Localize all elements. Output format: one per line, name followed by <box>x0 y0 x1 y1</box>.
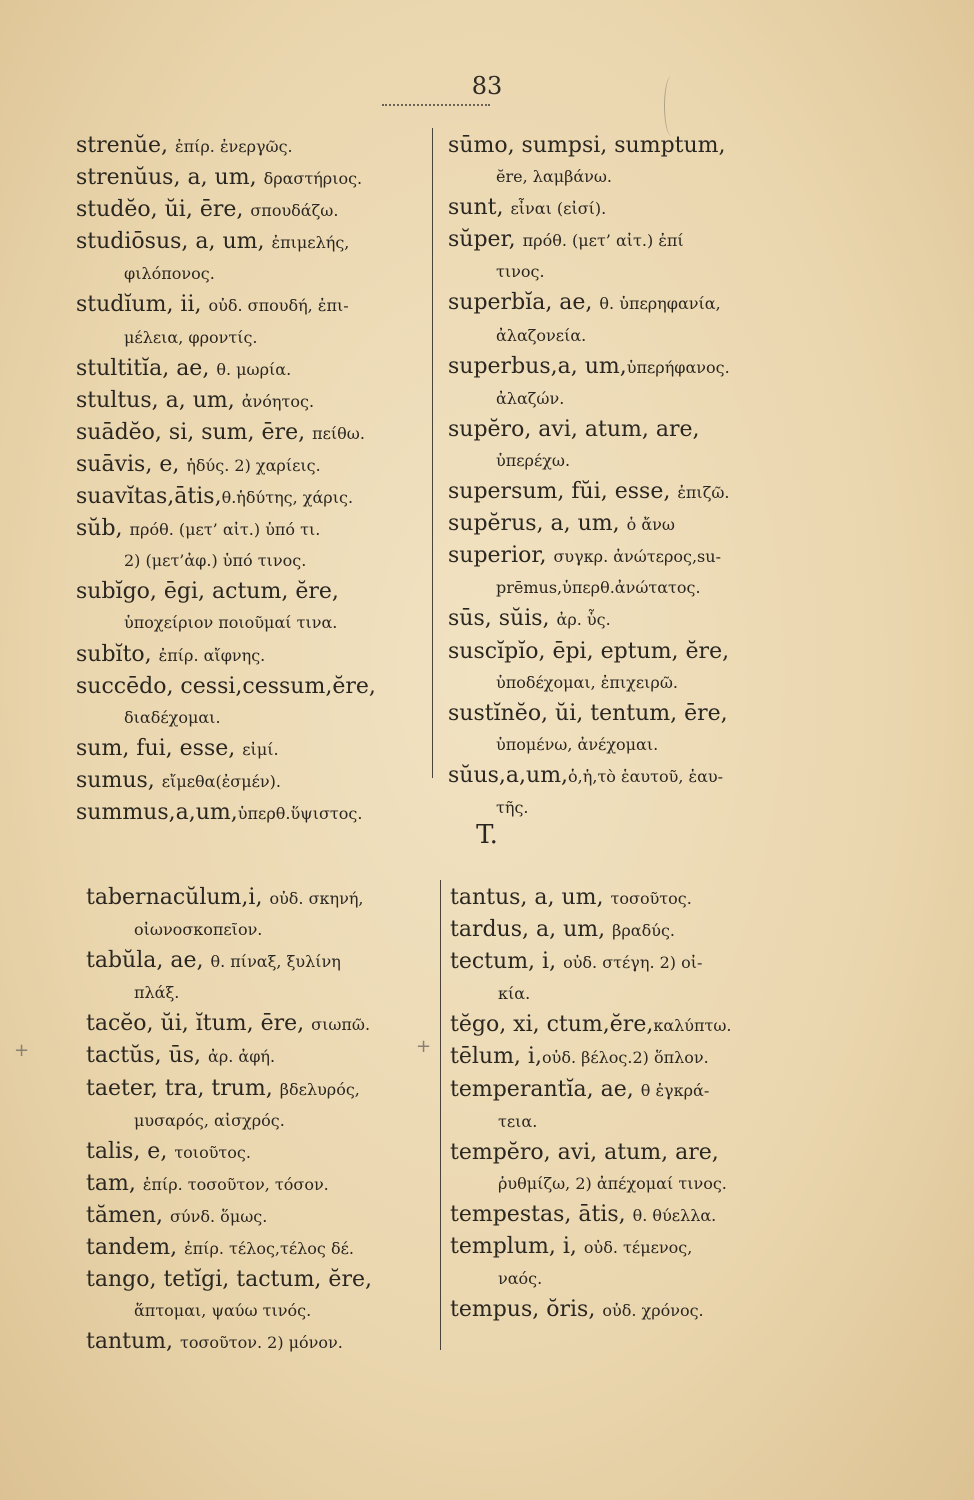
dictionary-entry <box>76 353 426 385</box>
dictionary-entry <box>76 671 426 733</box>
dictionary-entry <box>450 1231 800 1294</box>
column-lower-left <box>86 882 431 1358</box>
entry-continuation: κία. <box>498 984 531 1004</box>
entry-headword: stultus, a, um, <box>76 387 242 413</box>
entry-headword: tantus, a, um, <box>450 885 611 910</box>
dictionary-entry <box>450 1009 800 1041</box>
column-divider-upper <box>432 128 433 778</box>
column-lower-right <box>450 882 800 1326</box>
entry-headword: superbus,a, um, <box>448 353 627 379</box>
entry-headword: studĕo, ŭi, ēre, <box>76 197 251 223</box>
entry-headword: sunt, <box>448 195 511 221</box>
entry-gloss: οὐδ. βέλος.2) ὅπλον. <box>541 1048 709 1068</box>
dictionary-entry <box>76 513 426 576</box>
entry-gloss: ὁ,ἡ,τὸ ἑαυτοῦ, ἑαυ- <box>568 766 724 786</box>
dictionary-entry <box>76 765 426 797</box>
entry-gloss: ἐπιμελής, <box>271 233 350 253</box>
entry-continuation: ἅπτομαι, ψαύω τινός. <box>134 1301 312 1321</box>
entry-headword: strenŭus, a, um, <box>76 165 264 191</box>
entry-headword: subĭgo, ēgi, actum, ĕre, <box>76 579 339 605</box>
entry-headword: suādĕo, si, sum, ēre, <box>76 419 313 445</box>
dictionary-entry <box>76 130 426 162</box>
dictionary-entry <box>76 385 426 417</box>
entry-gloss: σιωπῶ. <box>311 1015 371 1035</box>
entry-gloss: εἰμί. <box>242 739 279 759</box>
dictionary-entry <box>76 576 426 638</box>
dictionary-entry <box>450 1294 800 1326</box>
dictionary-entry <box>76 162 426 194</box>
entry-headword: stultitĭa, ae, <box>76 355 217 381</box>
entry-headword: tango, tetĭgi, tactum, ĕre, <box>86 1267 372 1293</box>
dictionary-entry <box>76 481 426 513</box>
entry-headword: sūmo, sumpsi, sumptum, <box>448 133 726 158</box>
entry-headword: sŭper, <box>448 227 523 253</box>
dictionary-entry <box>450 1137 800 1199</box>
entry-headword: tectum, i, <box>450 949 564 975</box>
entry-gloss: οὐδ. χρόνος. <box>602 1301 704 1321</box>
dictionary-entry <box>448 192 798 224</box>
dictionary-entry <box>76 449 426 481</box>
dictionary-entry <box>448 760 798 823</box>
entry-headword: tactŭs, ūs, <box>86 1043 209 1069</box>
entry-gloss: συγκρ. ἀνώτερος,su- <box>553 547 721 567</box>
entry-continuation: 2) (μετ’ἀφ.) ὑπό τινος. <box>124 551 307 571</box>
dictionary-entry <box>448 287 798 350</box>
entry-gloss: βδελυρός, <box>279 1079 360 1099</box>
entry-gloss: ὁ ἄνω <box>626 515 675 535</box>
dictionary-entry <box>86 1008 431 1040</box>
entry-headword: tempestas, ātis, <box>450 1201 633 1227</box>
dictionary-entry <box>448 540 798 603</box>
entry-gloss: οὐδ. τέμενος, <box>583 1238 693 1258</box>
entry-headword: tam, <box>86 1170 143 1196</box>
dictionary-entry <box>76 733 426 765</box>
dictionary-entry <box>450 1041 800 1073</box>
entry-gloss: θ. θύελλα. <box>632 1205 717 1225</box>
dictionary-entry <box>86 1136 431 1168</box>
entry-headword: taeter, tra, trum, <box>86 1075 280 1101</box>
entry-gloss: σύνδ. ὅμως. <box>170 1206 268 1226</box>
entry-headword: supersum, fŭi, esse, <box>448 479 678 505</box>
entry-headword: tabŭla, ae, <box>86 948 211 974</box>
entry-headword: tămen, <box>86 1202 170 1228</box>
entry-continuation: διαδέχομαι. <box>124 707 221 727</box>
entry-headword: summus,a,um, <box>76 799 238 825</box>
margin-cross-mark: + <box>416 1036 432 1057</box>
dictionary-entry <box>448 476 798 508</box>
entry-headword: suāvis, e, <box>76 451 187 477</box>
dictionary-entry <box>450 1074 800 1137</box>
entry-headword: tardus, a, um, <box>450 917 613 943</box>
column-upper-right <box>448 130 798 823</box>
entry-gloss: θ. ὑπερηφανία, <box>599 294 721 314</box>
entry-headword: templum, i, <box>450 1234 584 1260</box>
entry-headword: studĭum, ii, <box>76 292 209 318</box>
entry-headword: strenŭe, <box>76 133 176 158</box>
entry-continuation: ĕre, λαμβάνω. <box>496 167 613 187</box>
entry-headword: tantum, <box>86 1329 180 1355</box>
entry-gloss: τοσοῦτον. 2) μόνον. <box>179 1333 343 1353</box>
entry-gloss: ἀρ. ὗς. <box>556 610 611 630</box>
entry-continuation: ὑποδέχομαι, ἐπιχειρῶ. <box>496 672 678 692</box>
entry-headword: sustĭnĕo, ŭi, tentum, ēre, <box>448 700 728 726</box>
entry-gloss: οὐδ. σπουδή, ἐπι- <box>208 296 349 316</box>
dictionary-entry <box>450 946 800 1009</box>
entry-headword: studiōsus, a, um, <box>76 229 272 255</box>
entry-gloss: θ. μωρία. <box>216 359 292 379</box>
entry-continuation: φιλόπονος. <box>124 264 215 284</box>
entry-gloss: οὐδ. στέγη. 2) οἰ- <box>563 953 703 973</box>
entry-gloss: σπουδάζω. <box>250 201 339 221</box>
entry-continuation: ῥυθμίζω, 2) ἀπέχομαί τινος. <box>498 1173 727 1193</box>
dictionary-entry <box>86 1326 431 1358</box>
entry-gloss: καλύπτω. <box>653 1016 732 1036</box>
entry-gloss: ἐπίρ. αἴφνης. <box>158 645 266 665</box>
dictionary-entry <box>86 1073 431 1136</box>
dictionary-entry <box>86 1264 431 1326</box>
dictionary-entry <box>448 130 798 192</box>
entry-headword: succēdo, cessi,cessum,ĕre, <box>76 673 376 699</box>
entry-headword: tempus, ŏris, <box>450 1297 603 1323</box>
entry-continuation: ὑποχείριον ποιοῦμαί τινα. <box>124 613 338 633</box>
entry-headword: tacĕo, ŭi, ĭtum, ēre, <box>86 1011 312 1037</box>
entry-gloss: εἴμεθα(ἐσμέν). <box>161 771 281 791</box>
entry-continuation: ἀλαζονεία. <box>496 325 587 345</box>
entry-headword: temperantĭa, ae, <box>450 1076 641 1102</box>
dictionary-entry <box>86 1168 431 1200</box>
dictionary-entry <box>448 351 798 414</box>
entry-headword: tĕgo, xi, ctum,ĕre, <box>450 1012 654 1038</box>
column-divider-lower <box>440 880 441 1350</box>
entry-headword: supĕrus, a, um, <box>448 511 627 537</box>
entry-continuation: πλάξ. <box>134 983 180 1003</box>
dictionary-entry <box>450 882 800 914</box>
dictionary-entry <box>76 289 426 352</box>
entry-gloss: εἶναι (εἰσί). <box>510 199 607 219</box>
entry-gloss: θ ἐγκρά- <box>640 1080 710 1100</box>
entry-continuation: ἀλαζών. <box>496 388 565 408</box>
entry-gloss: πρόθ. (μετ’ αἰτ.) ἐπί <box>522 231 684 251</box>
entry-headword: tēlum, i, <box>450 1044 542 1070</box>
entry-continuation: τεια. <box>498 1111 538 1131</box>
dictionary-entry <box>86 1232 431 1264</box>
entry-gloss: θ. πίναξ, ξυλίνη <box>210 952 341 972</box>
dictionary-entry <box>76 639 426 671</box>
entry-headword: subĭto, <box>76 641 159 667</box>
entry-continuation: τινος. <box>496 262 545 282</box>
margin-cross-mark: + <box>14 1040 30 1061</box>
entry-continuation: οἰωνοσκοπεῖον. <box>134 920 263 940</box>
entry-headword: superior, <box>448 543 554 569</box>
dictionary-entry <box>76 194 426 226</box>
dictionary-entry <box>86 945 431 1008</box>
dictionary-entry <box>76 417 426 449</box>
entry-headword: sumus, <box>76 767 162 793</box>
entry-headword: tempĕro, avi, atum, are, <box>450 1139 719 1165</box>
entry-gloss: θ.ἡδύτης, χάρις. <box>221 488 354 508</box>
entry-headword: sŭb, <box>76 516 130 542</box>
entry-gloss: ἐπιζῶ. <box>677 483 730 503</box>
entry-gloss: ἐπίρ. τοσοῦτον, τόσον. <box>142 1174 329 1194</box>
entry-gloss: ἐπίρ. τέλος,τέλος δέ. <box>184 1239 354 1259</box>
dictionary-entry <box>448 508 798 540</box>
entry-continuation: prēmus,ὑπερθ.ἀνώτατος. <box>496 578 701 598</box>
entry-gloss: τοιοῦτος. <box>174 1142 251 1162</box>
entry-headword: tabernacŭlum,i, <box>86 885 270 910</box>
entry-headword: suscĭpĭo, ēpi, eptum, ĕre, <box>448 638 730 664</box>
entry-continuation: μέλεια, φροντίς. <box>124 327 258 347</box>
entry-headword: superbĭa, ae, <box>448 290 600 316</box>
pencil-mark <box>664 76 679 136</box>
dictionary-entry <box>448 603 798 635</box>
section-letter: T. <box>476 820 498 850</box>
entry-headword: sūs, sŭis, <box>448 606 557 632</box>
entry-gloss: βραδύς. <box>612 921 675 941</box>
entry-gloss: οὐδ. σκηνή, <box>269 889 364 908</box>
dictionary-entry <box>86 1200 431 1232</box>
entry-gloss: ἡδύς. 2) χαρίεις. <box>186 455 321 475</box>
page-number: 83 <box>471 72 503 100</box>
dictionary-entry <box>448 636 798 698</box>
dictionary-entry <box>448 698 798 760</box>
entry-headword: suavĭtas,ātis, <box>76 484 222 510</box>
entry-gloss: τοσοῦτος. <box>610 889 692 908</box>
dictionary-entry <box>450 1199 800 1231</box>
entry-gloss: ἀρ. ἀφή. <box>208 1047 276 1067</box>
entry-gloss: δραστήριος. <box>263 169 363 189</box>
entry-continuation: τῆς. <box>496 797 529 817</box>
column-upper-left <box>76 130 426 829</box>
entry-headword: tandem, <box>86 1235 185 1261</box>
entry-headword: supĕro, avi, atum, are, <box>448 416 700 442</box>
entry-continuation: μυσαρός, αἰσχρός. <box>134 1110 285 1130</box>
page-number-rule <box>382 104 490 106</box>
entry-gloss: ὑπερθ.ὕψιστος. <box>237 803 363 823</box>
dictionary-entry <box>86 1040 431 1072</box>
entry-continuation: ὑπερέχω. <box>496 450 571 470</box>
dictionary-entry <box>450 914 800 946</box>
dictionary-entry <box>76 226 426 289</box>
dictionary-entry <box>448 224 798 287</box>
entry-continuation: ναός. <box>498 1269 543 1289</box>
entry-gloss: ὑπερήφανος. <box>626 357 730 377</box>
entry-gloss: ἀνόητος. <box>241 391 315 411</box>
entry-continuation: ὑπομένω, ἀνέχομαι. <box>496 734 659 754</box>
entry-gloss: πείθω. <box>312 423 365 443</box>
dictionary-entry <box>448 414 798 476</box>
entry-gloss: πρόθ. (μετ’ αἰτ.) ὑπό τι. <box>129 520 321 540</box>
entry-headword: sŭus,a,um, <box>448 762 569 788</box>
dictionary-entry <box>86 882 431 945</box>
entry-gloss: ἐπίρ. ἐνεργῶς. <box>175 137 293 156</box>
entry-headword: talis, e, <box>86 1138 175 1164</box>
entry-headword: sum, fui, esse, <box>76 735 243 761</box>
